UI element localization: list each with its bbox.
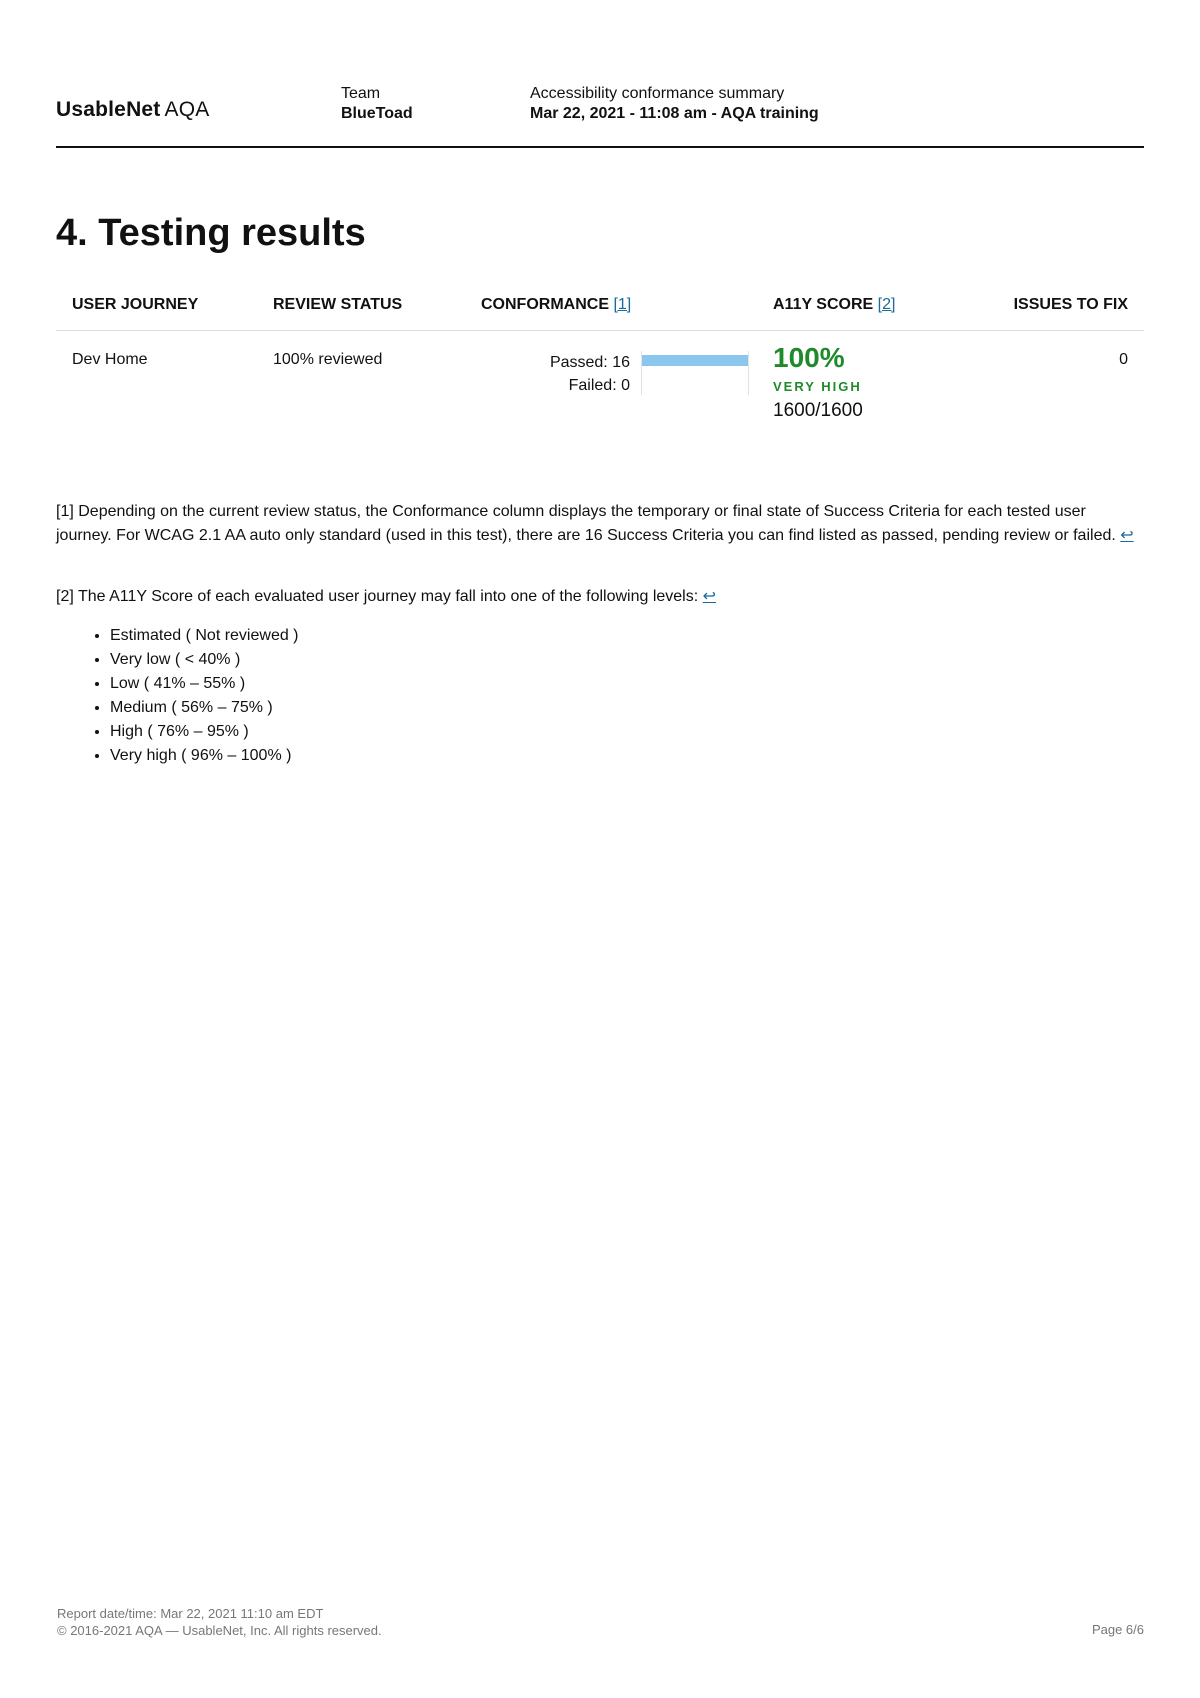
- header-a11y-score-label: A11Y SCORE: [773, 296, 874, 313]
- journey-name: Dev Home: [72, 351, 148, 368]
- score-footnote-link[interactable]: [2]: [877, 296, 896, 313]
- list-item: • High ( 76% – 95% ): [110, 720, 299, 744]
- logo-product: AQA: [164, 98, 210, 121]
- failed-count: Failed: 0: [568, 377, 630, 394]
- header-conformance-label: CONFORMANCE: [481, 296, 609, 313]
- table-header: [56, 284, 1144, 331]
- header-user-journey: USER JOURNEY: [72, 296, 199, 313]
- report-page: [56, 0, 1144, 1698]
- report-header: [56, 84, 1144, 148]
- team-label: Team: [341, 85, 381, 102]
- team-info: [341, 84, 413, 124]
- score-levels-list: [56, 624, 299, 768]
- team-value: BlueToad: [341, 105, 413, 122]
- summary-value: Mar 22, 2021 - 11:08 am - AQA training: [530, 105, 819, 122]
- copyright: © 2016-2021 AQA — UsableNet, Inc. All rights reserved.: [57, 1623, 382, 1638]
- summary-label: Accessibility conformance summary: [530, 85, 785, 102]
- list-item: • Very high ( 96% – 100% ): [110, 744, 299, 768]
- review-status: 100% reviewed: [273, 351, 383, 368]
- conformance-bar-fill: [642, 355, 748, 366]
- passed-count: Passed: 16: [549, 354, 630, 371]
- list-item: • Low ( 41% – 55% ): [110, 672, 299, 696]
- header-issues-to-fix: ISSUES TO FIX: [1013, 296, 1128, 313]
- header-a11y-score: [773, 296, 895, 314]
- issues-count: 0: [1119, 351, 1128, 368]
- footnote-1: [56, 500, 1144, 548]
- footer-info: [57, 1605, 382, 1639]
- footnote-2-text: [2] The A11Y Score of each evaluated user journey may fall into one of the following levels:: [56, 588, 699, 605]
- conformance-footnote-link[interactable]: [1]: [613, 296, 632, 313]
- footnote-2: [56, 585, 1144, 609]
- page-number: Page 6/6: [1091, 1622, 1144, 1637]
- back-arrow-icon[interactable]: ↩: [1120, 527, 1134, 544]
- logo-brand: UsableNet: [56, 98, 161, 121]
- logo: [56, 98, 209, 122]
- list-item: • Medium ( 56% – 75% ): [110, 696, 299, 720]
- header-review-status: REVIEW STATUS: [273, 296, 403, 313]
- footnote-1-text: [1] Depending on the current review status, the Conformance column displays the temporary or final state of Success Criteria for each tested user journey. For WCAG 2.1 AA auto only standard (used in this test), there are 16 Success Criteria you can find listed as passed, pending review or failed.: [56, 503, 1116, 544]
- conformance-text: [480, 351, 630, 397]
- back-arrow-icon[interactable]: ↩: [702, 588, 717, 605]
- page-title: 4. Testing results: [56, 212, 366, 254]
- report-datetime: Report date/time: Mar 22, 2021 11:10 am EDT: [57, 1606, 324, 1621]
- list-item: • Estimated ( Not reviewed ): [110, 624, 299, 648]
- list-item: • Very low ( < 40% ): [110, 648, 299, 672]
- score-level: VERY HIGH: [773, 379, 862, 394]
- summary-info: [530, 84, 819, 124]
- a11y-score: [773, 343, 863, 422]
- conformance-bar: [641, 351, 749, 395]
- results-table: [56, 284, 1144, 441]
- header-conformance: [481, 296, 631, 314]
- score-percent: 100%: [773, 342, 845, 373]
- table-row: [56, 331, 1144, 441]
- score-raw: 1600/1600: [773, 400, 863, 421]
